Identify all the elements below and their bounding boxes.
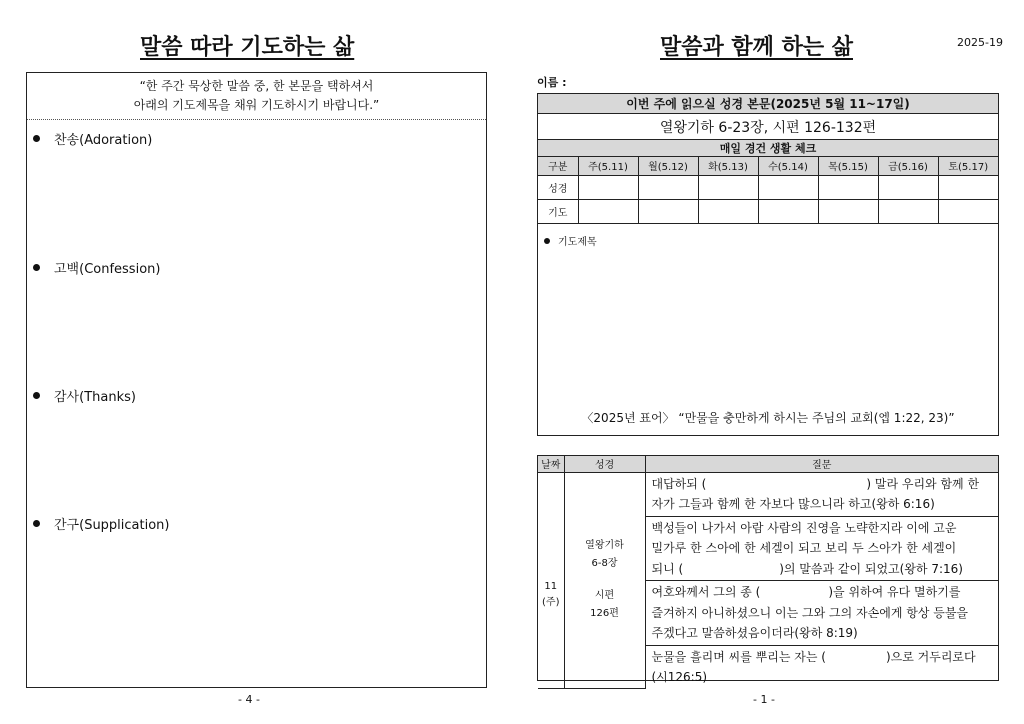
check-cell[interactable]: [818, 175, 878, 199]
q3-text-d: 주겠다고 말씀하셨음이더라(왕하 8:19): [651, 626, 858, 640]
question-row: [538, 472, 998, 516]
check-cell[interactable]: [698, 175, 758, 199]
q1-text-a: 대답하되 (: [651, 476, 707, 491]
q4-text-b: )으로 거두리로다: [885, 649, 976, 664]
section-label: 찬송(Adoration): [54, 133, 153, 148]
bullet-icon: [544, 238, 550, 244]
check-header-cell: 수(5.14): [758, 157, 818, 175]
check-header-cell: 목(5.15): [818, 157, 878, 175]
check-row-label: 성경: [538, 175, 578, 199]
header-question: 질문: [645, 456, 998, 472]
prayer-box: [26, 72, 487, 688]
daily-check-table: [538, 157, 998, 224]
check-header-cell: 금(5.16): [878, 157, 938, 175]
header-date: 날짜: [538, 456, 564, 472]
q4-text-a: 눈물을 흘리며 씨를 뿌리는 자는 (: [651, 649, 826, 664]
check-row-prayer: [538, 199, 998, 223]
question-1[interactable]: [645, 472, 998, 516]
section-adoration[interactable]: [33, 129, 152, 148]
question-table: [538, 456, 998, 689]
check-cell[interactable]: [578, 199, 638, 223]
q2-text-d: )의 말씀과 같이 되었고(왕하 7:16): [779, 561, 963, 576]
scripture-cell: [564, 472, 645, 689]
date-cell: [538, 472, 564, 689]
check-header-row: [538, 157, 998, 175]
check-cell[interactable]: [578, 175, 638, 199]
bullet-icon: [33, 264, 40, 271]
question-4[interactable]: [645, 645, 998, 689]
check-cell[interactable]: [878, 199, 938, 223]
check-cell[interactable]: [938, 175, 998, 199]
section-label: 감사(Thanks): [54, 390, 136, 405]
check-header-cell: 토(5.17): [938, 157, 998, 175]
q1-text-b: ) 말라 우리와 함께 한: [866, 476, 980, 491]
q3-text-b: )을 위하여 유다 멸하기를: [828, 585, 961, 599]
check-cell[interactable]: [758, 199, 818, 223]
q3-text-c: 즐겨하지 아니하셨으니 이는 그와 그의 자손에게 항상 등불을: [651, 605, 969, 620]
yearly-theme: 〈2025년 표어〉 “만물을 충만하게 하시는 주님의 교회(엡 1:22, 23)”: [581, 411, 955, 425]
check-header-cell: 주(5.11): [578, 157, 638, 175]
section-supplication[interactable]: [33, 514, 170, 533]
bullet-icon: [33, 135, 40, 142]
q2-text-b: 밀가루 한 스아에 한 세겔이 되고 보리 두 스아가 한 세겔이: [651, 541, 957, 555]
prayer-instruction: [27, 73, 486, 120]
scripture-book-2: 시편: [594, 590, 615, 602]
check-cell[interactable]: [878, 175, 938, 199]
check-header-cell: 화(5.13): [698, 157, 758, 175]
reading-title: 이번 주에 읽으실 성경 본문(2025년 5월 11~17일): [538, 94, 998, 114]
instruction-line-1: “한 주간 묵상한 말씀 중, 한 본문을 택하셔서: [139, 79, 374, 93]
section-confession[interactable]: [33, 258, 160, 277]
right-page-title: 말씀과 함께 하는 삶: [660, 35, 853, 60]
q4-text-c: (시126:5): [651, 670, 708, 684]
scripture-book-1: 열왕기하: [585, 540, 624, 552]
bullet-icon: [33, 520, 40, 527]
name-label: 이름 :: [537, 76, 567, 89]
prayer-topic-area[interactable]: [544, 233, 597, 248]
q3-text-a: 여호와께서 그의 종 (: [651, 585, 761, 599]
section-label: 고백(Confession): [54, 262, 161, 277]
check-cell[interactable]: [638, 175, 698, 199]
check-header-cell: 구분: [538, 157, 578, 175]
scripture-chapters-2: 126편: [590, 608, 619, 620]
check-cell[interactable]: [818, 199, 878, 223]
q2-text-a: 백성들이 나가서 아람 사람의 진영을 노략한지라 이에 고운: [651, 520, 957, 535]
question-header-row: [538, 456, 998, 472]
check-cell[interactable]: [758, 175, 818, 199]
date-weekday: (주): [542, 597, 560, 609]
scripture-chapters-1: 6-8장: [591, 558, 618, 570]
question-box: [537, 455, 999, 684]
header-scripture: 성경: [564, 456, 645, 472]
q2-text-c: 되니 (: [651, 561, 684, 576]
daily-check-title: 매일 경건 생활 체크: [538, 140, 998, 157]
check-cell[interactable]: [638, 199, 698, 223]
question-2[interactable]: [645, 516, 998, 581]
page-number-right: - 1 -: [753, 693, 775, 706]
left-page-title: 말씀 따라 기도하는 삶: [140, 35, 355, 60]
reading-plan-box: [537, 93, 999, 436]
section-label: 간구(Supplication): [54, 518, 170, 533]
date-day: 11: [544, 581, 558, 593]
issue-number: 2025-19: [957, 36, 1003, 49]
reading-range: 열왕기하 6-23장, 시편 126-132편: [538, 114, 998, 140]
section-thanks[interactable]: [33, 386, 136, 405]
instruction-line-2: 아래의 기도제목을 채워 기도하시기 바랍니다.”: [133, 98, 380, 112]
check-row-bible: [538, 175, 998, 199]
bullet-icon: [33, 392, 40, 399]
check-row-label: 기도: [538, 199, 578, 223]
page-number-left: - 4 -: [238, 693, 260, 706]
prayer-topic-label: 기도제목: [558, 237, 597, 248]
q1-text-c: 자가 그들과 함께 한 자보다 많으니라 하고(왕하 6:16): [651, 497, 935, 511]
question-3[interactable]: [645, 581, 998, 646]
check-header-cell: 월(5.12): [638, 157, 698, 175]
check-cell[interactable]: [938, 199, 998, 223]
check-cell[interactable]: [698, 199, 758, 223]
